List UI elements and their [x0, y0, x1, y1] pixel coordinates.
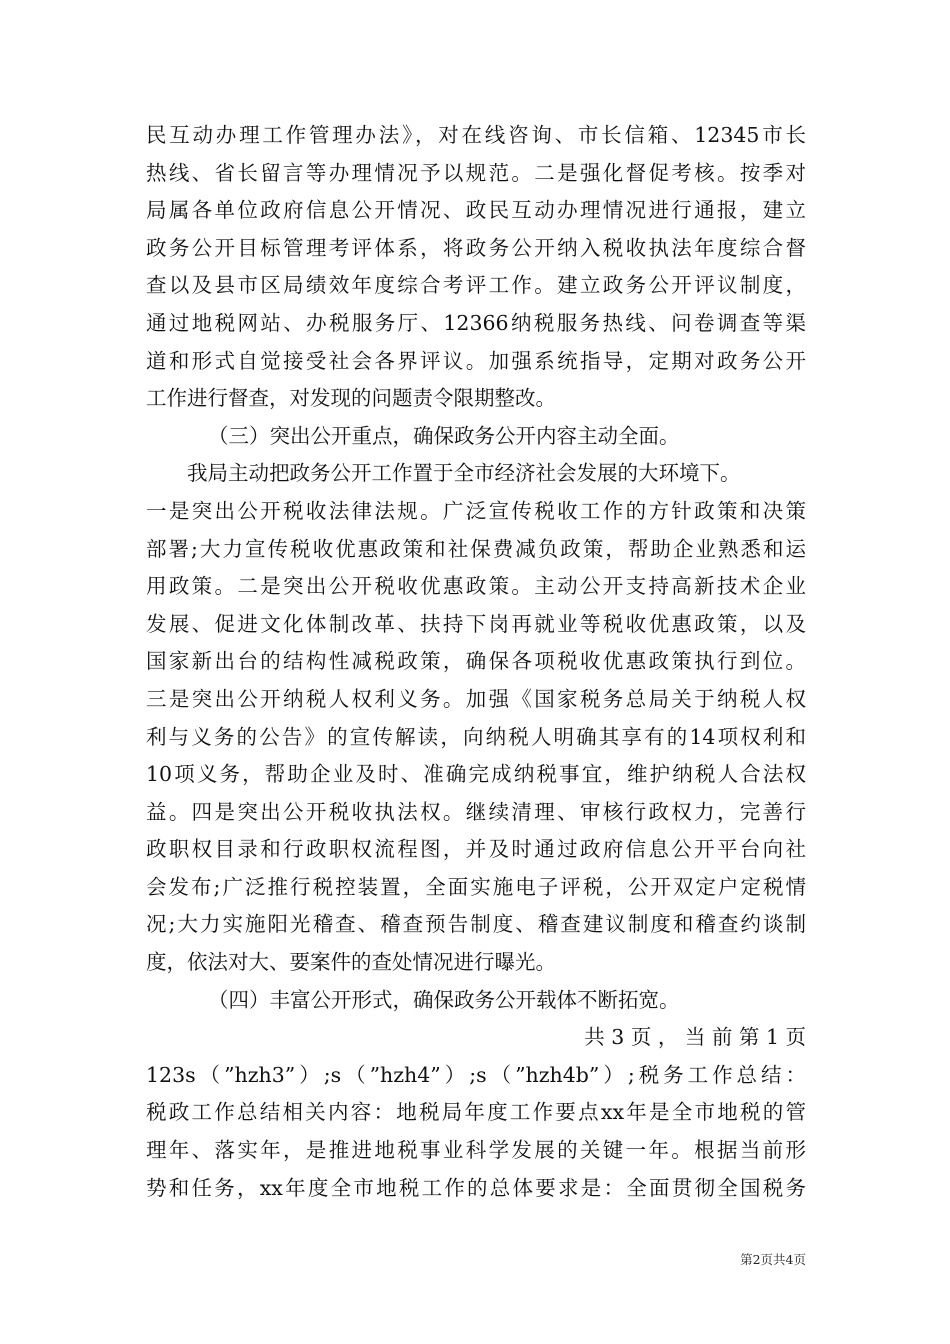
text-line: 会发布;广泛推行税控装置，全面实施电子评税，公开双定户定税情	[146, 874, 806, 899]
section-heading: （四）丰富公开形式，确保政务公开载体不断拓宽。	[208, 987, 680, 1012]
text-line: 道和形式自觉接受社会各界评议。加强系统指导，定期对政务公开	[146, 348, 806, 373]
text-line: 民互动办理工作管理办法》，对在线咨询、市长信箱、12345市长	[146, 123, 806, 147]
text-line: 势和任务，xx年度全市地税工作的总体要求是：全面贯彻全国税务	[146, 1175, 806, 1200]
page-footer: 第2页共4页	[740, 1252, 806, 1267]
text-line: 国家新出台的结构性减税政策，确保各项税收优惠政策执行到位。	[146, 649, 806, 674]
text-line: 税政工作总结相关内容：地税局年度工作要点xx年是全市地税的管	[146, 1100, 806, 1125]
text-line: 部署;大力宣传税收优惠政策和社保费减负政策，帮助企业熟悉和运	[146, 536, 806, 561]
text-line: 通过地税网站、办税服务厅、12366纳税服务热线、问卷调查等渠	[146, 310, 806, 335]
text-line: 工作进行督查，对发现的问题责令限期整改。	[146, 386, 556, 411]
text-line: 况;大力实施阳光稽查、稽查预告制度、稽查建议制度和稽查约谈制	[146, 912, 806, 937]
page-count-text: 共 3 页 ， 当 前 第 1 页	[584, 1025, 806, 1050]
text-line: 一是突出公开税收法律法规。广泛宣传税收工作的方针政策和决策	[146, 498, 806, 523]
text-line: 局属各单位政府信息公开情况、政民互动办理情况进行通报，建立	[146, 198, 806, 223]
text-line: 益。四是突出公开税收执法权。继续清理、审核行政权力，完善行	[146, 799, 806, 824]
paragraph-first-line: 我局主动把政务公开工作置于全市经济社会发展的大环境下。	[187, 461, 741, 486]
document-body	[146, 117, 806, 1207]
text-line: 理年、落实年，是推进地税事业科学发展的关键一年。根据当前形	[146, 1138, 806, 1163]
text-line: 查以及县市区局绩效年度综合考评工作。建立政务公开评议制度，	[146, 273, 806, 298]
text-line: 123s（”hzh3”）;s（”hzh4”）;s（”hzh4b”）;税务工作总结：	[146, 1062, 806, 1087]
text-line: 政职权目录和行政职权流程图，并及时通过政府信息公开平台向社	[146, 837, 806, 862]
text-line: 热线、省长留言等办理情况予以规范。二是强化督促考核。按季对	[146, 160, 806, 185]
text-line: 政务公开目标管理考评体系，将政务公开纳入税收执法年度综合督	[146, 235, 806, 260]
text-line: 10项义务，帮助企业及时、准确完成纳税事宜，维护纳税人合法权	[146, 762, 806, 787]
text-line: 利与义务的公告》的宣传解读，向纳税人明确其享有的14项权利和	[146, 724, 806, 749]
text-line: 用政策。二是突出公开税收优惠政策。主动公开支持高新技术企业	[146, 574, 806, 599]
text-line: 三是突出公开纳税人权利义务。加强《国家税务总局关于纳税人权	[146, 686, 806, 711]
section-heading: （三）突出公开重点，确保政务公开内容主动全面。	[208, 423, 680, 448]
text-line: 度，依法对大、要案件的查处情况进行曝光。	[146, 950, 556, 975]
text-line: 发展、促进文化体制改革、扶持下岗再就业等税收优惠政策，以及	[146, 611, 806, 636]
